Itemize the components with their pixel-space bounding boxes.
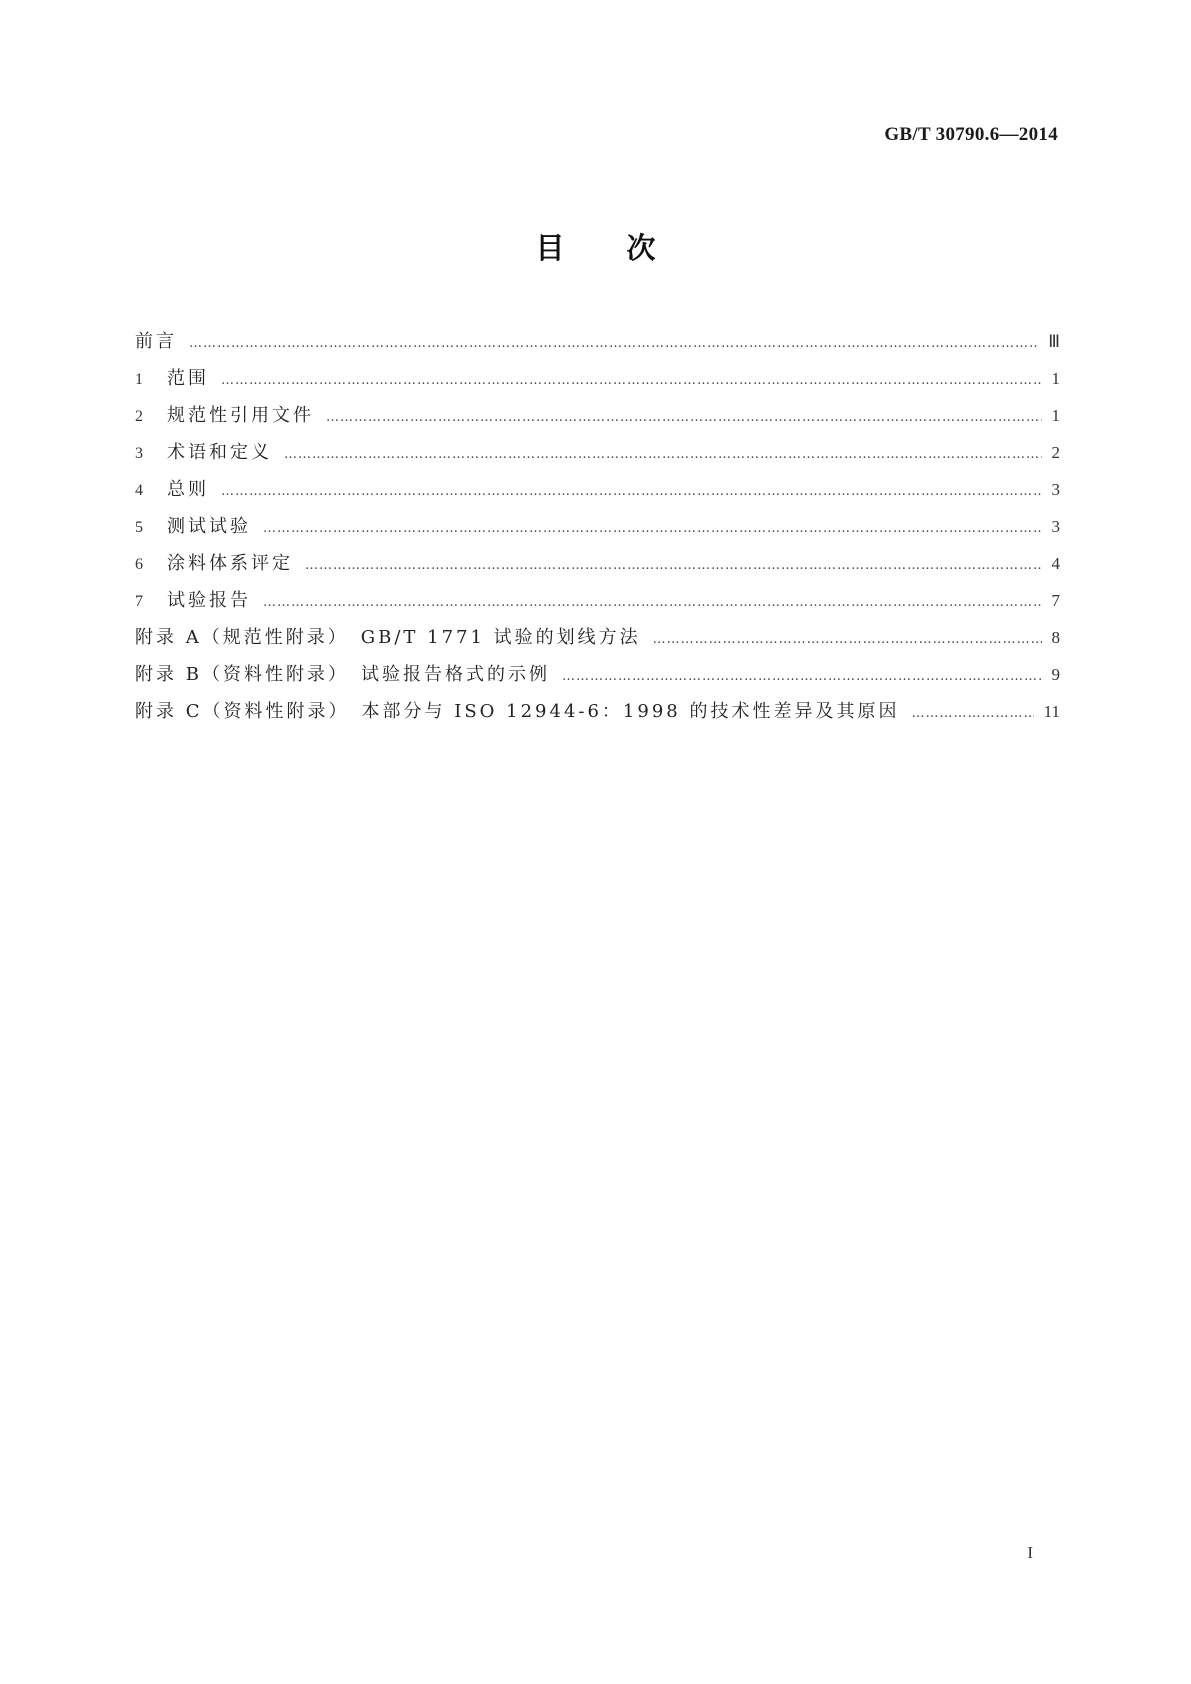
toc-title: 目次 [535, 231, 718, 265]
toc-leader-dots [221, 473, 1042, 510]
toc-entry-page: 2 [1051, 443, 1060, 462]
toc-entry-page: 9 [1051, 665, 1060, 684]
toc-entry-page: 1 [1051, 406, 1060, 425]
toc-entry-label: 测试试验 [167, 516, 251, 537]
toc-entry-terms-definitions[interactable] [135, 434, 1060, 471]
toc-entry-page: 4 [1051, 554, 1060, 573]
toc-entry-label: 附录 B（资料性附录） 试验报告格式的示例 [135, 664, 550, 685]
toc-leader-dots [284, 436, 1042, 473]
toc-entry-page: 11 [1043, 702, 1060, 721]
toc-entry-foreword[interactable] [135, 323, 1060, 360]
toc-leader-dots [653, 621, 1042, 658]
toc-entry-label: 试验报告 [167, 590, 251, 611]
toc-leader-dots [305, 547, 1042, 584]
toc-entry-annex-a[interactable] [135, 619, 1060, 656]
toc-entry-page: Ⅲ [1048, 332, 1060, 351]
toc-leader-dots [263, 510, 1042, 547]
toc-entry-number: 4 [135, 482, 143, 499]
toc-entry-annex-c[interactable] [135, 693, 1060, 730]
toc-entry-annex-b[interactable] [135, 656, 1060, 693]
toc-entry-number: 6 [135, 556, 143, 573]
toc-entry-label: 规范性引用文件 [167, 405, 314, 426]
toc-entry-number: 2 [135, 408, 143, 425]
toc-entry-general[interactable] [135, 471, 1060, 508]
table-of-contents [135, 323, 1060, 730]
toc-entry-number: 3 [135, 445, 143, 462]
toc-entry-tests[interactable] [135, 508, 1060, 545]
toc-entry-page: 1 [1051, 369, 1060, 388]
toc-leader-dots [911, 695, 1033, 732]
toc-entry-number: 5 [135, 519, 143, 536]
toc-entry-label: 附录 C（资料性附录） 本部分与 ISO 12944-6：1998 的技术性差异及其原因 [135, 701, 900, 722]
toc-entry-normative-references[interactable] [135, 397, 1060, 434]
toc-entry-label: 范围 [167, 368, 209, 389]
standard-number: GB/T 30790.6—2014 [884, 124, 1058, 145]
toc-entry-number: 7 [135, 593, 143, 610]
page-number: I [1027, 1543, 1033, 1562]
toc-entry-page: 3 [1051, 517, 1060, 536]
toc-entry-scope[interactable] [135, 360, 1060, 397]
toc-entry-test-report[interactable] [135, 582, 1060, 619]
toc-leader-dots [189, 325, 1038, 362]
toc-entry-label: 前言 [135, 331, 177, 352]
toc-entry-label: 总则 [167, 479, 209, 500]
toc-leader-dots [263, 584, 1042, 621]
toc-leader-dots [221, 362, 1042, 399]
toc-entry-page: 8 [1051, 628, 1060, 647]
toc-entry-page: 3 [1051, 480, 1060, 499]
toc-entry-label: 术语和定义 [167, 442, 272, 463]
toc-entry-coating-assessment[interactable] [135, 545, 1060, 582]
toc-leader-dots [326, 399, 1042, 436]
toc-entry-label: 附录 A（规范性附录） GB/T 1771 试验的划线方法 [135, 627, 641, 648]
toc-entry-number: 1 [135, 371, 143, 388]
toc-entry-page: 7 [1051, 591, 1060, 610]
toc-leader-dots [562, 658, 1042, 695]
toc-entry-label: 涂料体系评定 [167, 553, 293, 574]
